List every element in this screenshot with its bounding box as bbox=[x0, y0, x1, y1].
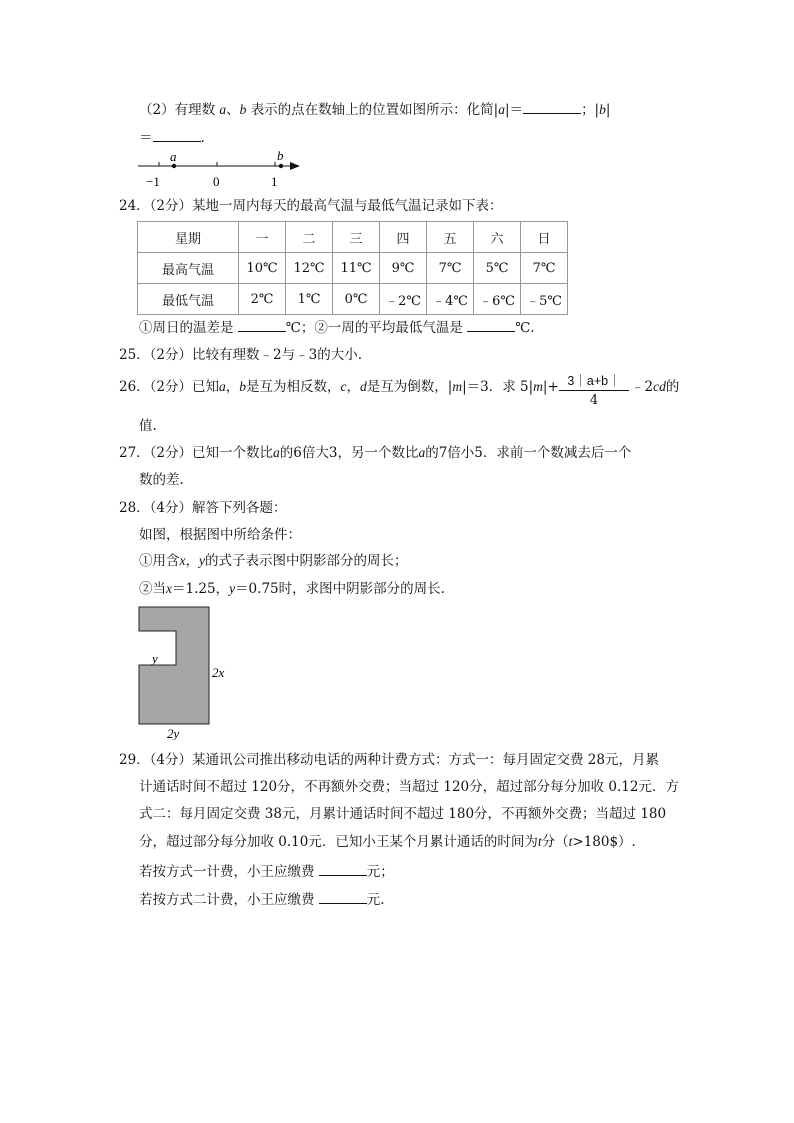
table-cell: ﹣4℃ bbox=[427, 284, 474, 315]
text: 表示的点在数轴上的位置如图所示：化简| bbox=[250, 102, 499, 118]
label-2x: 2x bbox=[212, 665, 225, 680]
q24-subquestions bbox=[139, 317, 535, 337]
text: 27．（2分）已知一个数比 bbox=[119, 445, 274, 461]
label-2y: 2y bbox=[167, 726, 180, 740]
var-d: d bbox=[360, 379, 367, 394]
fraction-denominator: 4 bbox=[589, 393, 599, 408]
q29-line6 bbox=[139, 889, 385, 909]
q29-line2: 计通话时间不超过 120分，不再额外交费；当超过 120分，超过部分每分加收 0.12元．方 bbox=[139, 779, 679, 795]
label-b: b bbox=[277, 149, 284, 163]
text: 是互为倒数，| bbox=[366, 379, 453, 395]
text: >180$）. bbox=[572, 834, 636, 850]
table-cell: 星期 bbox=[138, 222, 239, 253]
var-t: t bbox=[568, 834, 573, 849]
text: ①用含 bbox=[139, 553, 180, 569]
fraction-numerator: 3｜a+b｜ bbox=[559, 371, 629, 391]
table-row bbox=[138, 253, 568, 284]
q27-line2: 数的差. bbox=[139, 472, 184, 488]
label-y: y bbox=[152, 651, 158, 666]
text: 的式子表示图中阴影部分的周长； bbox=[205, 553, 408, 569]
answer-blank[interactable] bbox=[523, 99, 581, 114]
table-cell: 一 bbox=[239, 222, 286, 253]
text: ， bbox=[346, 379, 361, 395]
q29-line1: 29．（4分）某通讯公司推出移动电话的两种计费方式：方式一：每月固定交费 28元，月累 bbox=[119, 752, 659, 768]
var-a: a bbox=[219, 379, 226, 394]
var-a: a bbox=[498, 102, 505, 117]
tick-label-minus1: −1 bbox=[146, 174, 160, 189]
number-line-arrow bbox=[290, 162, 300, 170]
q26-line1 bbox=[119, 378, 559, 396]
table-cell: 四 bbox=[380, 222, 427, 253]
text: ①周日的温差是 bbox=[139, 320, 234, 336]
var-b: b bbox=[599, 102, 606, 117]
temperature-table bbox=[137, 221, 568, 315]
table-cell: 日 bbox=[521, 222, 568, 253]
text: |＝3．求 5| bbox=[462, 379, 534, 395]
text: 若按方式二计费，小王应缴费 bbox=[139, 892, 315, 908]
text: | bbox=[605, 102, 611, 118]
table-cell: 5℃ bbox=[474, 253, 521, 284]
var-x: x bbox=[166, 581, 172, 596]
answer-blank[interactable] bbox=[319, 861, 367, 876]
text: 元； bbox=[366, 864, 394, 880]
text: 是互为相反数， bbox=[246, 379, 341, 395]
var-a: a bbox=[418, 445, 426, 460]
text: 分（ bbox=[541, 834, 569, 850]
var-b: b bbox=[239, 379, 247, 394]
text: ， bbox=[185, 553, 199, 569]
table-cell: 7℃ bbox=[427, 253, 474, 284]
table-cell: 六 bbox=[474, 222, 521, 253]
table-cell: 五 bbox=[427, 222, 474, 253]
text: 26．（2分）已知 bbox=[119, 379, 220, 395]
q23-part2-line1 bbox=[139, 99, 610, 119]
q28-stem: 28．（4分）解答下列各题： bbox=[119, 500, 287, 516]
q28-line4 bbox=[139, 580, 445, 598]
text: 元. bbox=[366, 892, 385, 908]
text: 、 bbox=[226, 102, 240, 118]
shaded-region bbox=[139, 607, 209, 724]
answer-blank[interactable] bbox=[238, 317, 286, 332]
text: 若按方式一计费，小王应缴费 bbox=[139, 864, 315, 880]
q27-line1 bbox=[119, 444, 631, 462]
var-x: x bbox=[179, 553, 186, 568]
var-b: b bbox=[239, 102, 247, 117]
q23-part2-line2 bbox=[139, 127, 205, 147]
var-y: y bbox=[199, 553, 205, 568]
answer-blank[interactable] bbox=[153, 127, 201, 142]
q29-line4 bbox=[139, 833, 636, 851]
text: ﹣2 bbox=[631, 379, 654, 395]
table-cell: 11℃ bbox=[333, 253, 380, 284]
table-cell: 0℃ bbox=[333, 284, 380, 315]
q29-line3: 式二：每月固定交费 38元，月累计通话时间不超过 180分，不再额外交费；当超过 180 bbox=[139, 806, 667, 822]
text: ＝1.25， bbox=[172, 581, 230, 597]
table-cell: 二 bbox=[286, 222, 333, 253]
table-cell: ﹣2℃ bbox=[380, 284, 427, 315]
q26-tail bbox=[631, 378, 679, 396]
point-b bbox=[279, 164, 283, 168]
text: ＝ bbox=[139, 130, 153, 146]
var-c: c bbox=[340, 379, 347, 394]
var-a: a bbox=[273, 445, 280, 460]
table-cell: 10℃ bbox=[239, 253, 286, 284]
table-cell: 7℃ bbox=[521, 253, 568, 284]
tick-label-0: 0 bbox=[213, 174, 220, 189]
text: ℃；②一周的平均最低气温是 bbox=[285, 320, 463, 336]
text: 的 bbox=[665, 379, 680, 395]
tick-label-1: 1 bbox=[271, 174, 278, 189]
table-row bbox=[138, 222, 568, 253]
q26-line2: 值. bbox=[139, 418, 157, 434]
answer-blank[interactable] bbox=[319, 889, 367, 904]
text: ②当 bbox=[139, 581, 166, 597]
q24-stem: 24．（2分）某地一周内每天的最高气温与最低气温记录如下表： bbox=[119, 198, 503, 214]
var-m: m bbox=[533, 379, 543, 394]
table-cell: 三 bbox=[333, 222, 380, 253]
table-row bbox=[138, 284, 568, 315]
var-t: t bbox=[537, 834, 542, 849]
text: 分，超过部分每分加收 0.10元．已知小王某个月累计通话的时间为 bbox=[139, 834, 538, 850]
text: ＝0.75时，求图中阴影部分的周长. bbox=[235, 581, 445, 597]
text: |+ bbox=[542, 379, 559, 395]
answer-blank[interactable] bbox=[467, 317, 515, 332]
text: ℃. bbox=[515, 320, 535, 336]
label-a: a bbox=[170, 149, 177, 164]
q28-line2: 如图，根据图中所给条件： bbox=[139, 527, 301, 543]
table-cell: 2℃ bbox=[239, 284, 286, 315]
table-cell: 12℃ bbox=[286, 253, 333, 284]
q25-text: 25．（2分）比较有理数﹣2与﹣3的大小. bbox=[119, 347, 362, 363]
text: 的6倍大3，另一个数比 bbox=[279, 445, 419, 461]
var-m: m bbox=[452, 379, 463, 394]
text: （2）有理数 bbox=[139, 102, 216, 118]
point-a bbox=[172, 164, 176, 168]
q28-line3 bbox=[139, 552, 408, 570]
table-cell: ﹣6℃ bbox=[474, 284, 521, 315]
table-cell: ﹣5℃ bbox=[521, 284, 568, 315]
table-cell: 1℃ bbox=[286, 284, 333, 315]
shaded-shape-figure bbox=[136, 604, 246, 740]
table-cell: 9℃ bbox=[380, 253, 427, 284]
q29-line5 bbox=[139, 861, 394, 881]
table-cell: 最低气温 bbox=[138, 284, 239, 315]
var-a: a bbox=[219, 102, 227, 117]
text: 的7倍小5．求前一个数减去后一个 bbox=[425, 445, 632, 461]
text: ， bbox=[225, 379, 240, 395]
text: . bbox=[200, 130, 205, 146]
q26-fraction bbox=[559, 371, 629, 408]
number-line bbox=[136, 149, 316, 189]
table-cell: 最高气温 bbox=[138, 253, 239, 284]
var-y: y bbox=[229, 581, 236, 596]
var-cd: cd bbox=[653, 379, 666, 394]
text: |＝ bbox=[505, 102, 524, 118]
text: ；| bbox=[581, 102, 600, 118]
